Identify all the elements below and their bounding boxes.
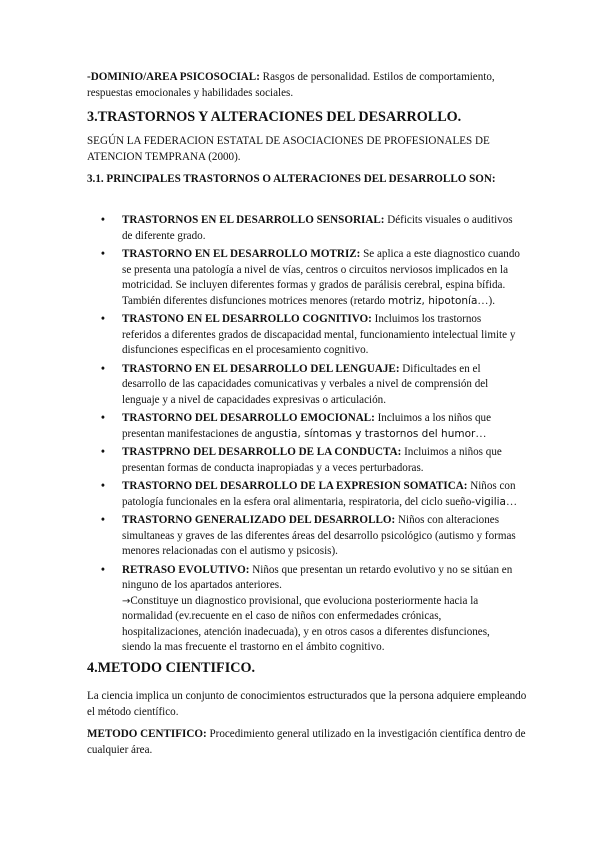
item-text: Incluimos a los niños que presentan manifestaciones de an: [122, 412, 492, 440]
list-item: [87, 513, 521, 560]
section-4-heading: 4.METODO CIENTIFICO.: [87, 660, 256, 676]
list-item: [87, 362, 521, 409]
disorders-list: [87, 213, 521, 659]
list-item: [87, 312, 521, 359]
item-text-sans: vigilia: [475, 495, 506, 508]
item-label: TRASTORNO GENERALIZADO DEL DESARROLLO:: [122, 514, 396, 526]
item-label: TRASTORNO DEL DESARROLLO DE LA EXPRESION SOMATICA:: [122, 480, 468, 492]
item-note: Constituye un diagnostico provisional, que evoluciona posteriormente hacia la normalidad (ev.recuente en el caso de niños con enfermedades crónicas, hospitalizaciones, atención inadecuada), y en otros casos a diferentes disfunciones, siendo la mas frecuente el trastorno en el ámbito cognitivo.: [122, 594, 490, 653]
item-text: Niños con patología funcionales en la esfera oral alimentaria, respiratoria, del ciclo sueño-: [122, 480, 516, 508]
section-4-intro: La ciencia implica un conjunto de conocimientos estructurados que la persona adquiere empleando el método científico.: [87, 690, 527, 718]
arrow-right-icon: →: [122, 595, 131, 607]
item-text: Dificultades en el desarrollo de las capacidades comunicativas y verbales a nivel de comprensión del lenguaje y a nivel de capacidades expresivas o articulación.: [122, 362, 489, 406]
item-text: Niños con alteraciones simultaneas y graves de las diferentes áreas del desarrollo psicológico (autismo y formas menores relacionadas con el autismo y psicosis).: [122, 514, 516, 557]
list-item: [87, 563, 521, 656]
item-label: TRASTONO EN EL DESARROLLO COGNITIVO:: [122, 313, 372, 325]
metodo-definition: [87, 727, 527, 758]
item-label: TRASTORNO DEL DESARROLLO EMOCIONAL:: [122, 412, 375, 424]
list-item: [87, 479, 521, 510]
item-text: Déficits visuales o auditivos de diferente grado.: [122, 214, 513, 242]
item-text-tail: …: [475, 427, 487, 440]
bullet: •: [101, 563, 105, 576]
list-item: [87, 411, 521, 442]
list-item: [87, 247, 521, 309]
item-text-sans: motriz, hipotonía: [388, 294, 478, 307]
bullet: •: [101, 412, 105, 424]
item-label: TRASTORNO EN EL DESARROLLO MOTRIZ:: [122, 248, 361, 260]
item-text: Niños que presentan un retardo evolutivo y no se sitúan en ninguno de los apartados anteriores.: [122, 563, 513, 591]
item-label: RETRASO EVOLUTIVO:: [122, 563, 250, 576]
list-item: [87, 445, 521, 476]
definition-label: METODO CENTIFICO:: [87, 728, 207, 740]
item-label: TRASTORNO EN EL DESARROLLO DEL LENGUAJE:: [122, 362, 400, 375]
item-text-tail: …: [505, 495, 518, 508]
item-text: Se aplica a este diagnostico cuando se presenta una patología a nivel de vías, centros o circuitos nerviosos implicados en la motricidad. Se incluyen diferentes formas y grados de parálisis cerebral, espina bífida. También diferentes disfunciones motrices menores (retardo: [122, 248, 520, 307]
item-text-tail: …).: [477, 294, 495, 307]
item-text: Incluimos a niños que presentan formas de conducta inapropiadas y a veces perturbadoras.: [122, 446, 502, 474]
bullet: •: [101, 362, 105, 375]
dominio-label: -DOMINIO/AREA PSICOSOCIAL:: [87, 71, 260, 83]
bullet: •: [101, 446, 105, 458]
dominio-text: Rasgos de personalidad. Estilos de comportamiento, respuestas emocionales y habilidades sociales.: [87, 71, 495, 99]
bullet: •: [101, 214, 105, 226]
item-text-sans: gustia, síntomas y trastornos del humor: [265, 427, 476, 440]
definition-text: Procedimiento general utilizado en la investigación científica dentro de cualquier área.: [87, 728, 526, 756]
bullet: •: [101, 313, 105, 325]
item-label: TRASTPRNO DEL DESARROLLO DE LA CONDUCTA:: [122, 446, 402, 458]
section-3-1-subheading: 3.1. PRINCIPALES TRASTORNOS O ALTERACIONES DEL DESARROLLO SON:: [87, 173, 496, 185]
bullet: •: [101, 480, 105, 492]
section-3-source: SEGÚN LA FEDERACION ESTATAL DE ASOCIACIONES DE PROFESIONALES DE ATENCION TEMPRANA (2000).: [87, 135, 490, 163]
list-item: [87, 213, 521, 244]
section-3-heading: 3.TRASTORNOS Y ALTERACIONES DEL DESARROLLO.: [87, 109, 462, 125]
item-label: TRASTORNOS EN EL DESARROLLO SENSORIAL:: [122, 214, 385, 226]
bullet: •: [101, 248, 105, 260]
dominio-psicosocial-paragraph: [87, 70, 527, 101]
bullet: •: [101, 514, 105, 526]
item-text: Incluimos los trastornos referidos a diferentes grados de discapacidad mental, funcionamiento intelectual limite y disfunciones especificas en el procesamiento cognitivo.: [122, 313, 516, 356]
